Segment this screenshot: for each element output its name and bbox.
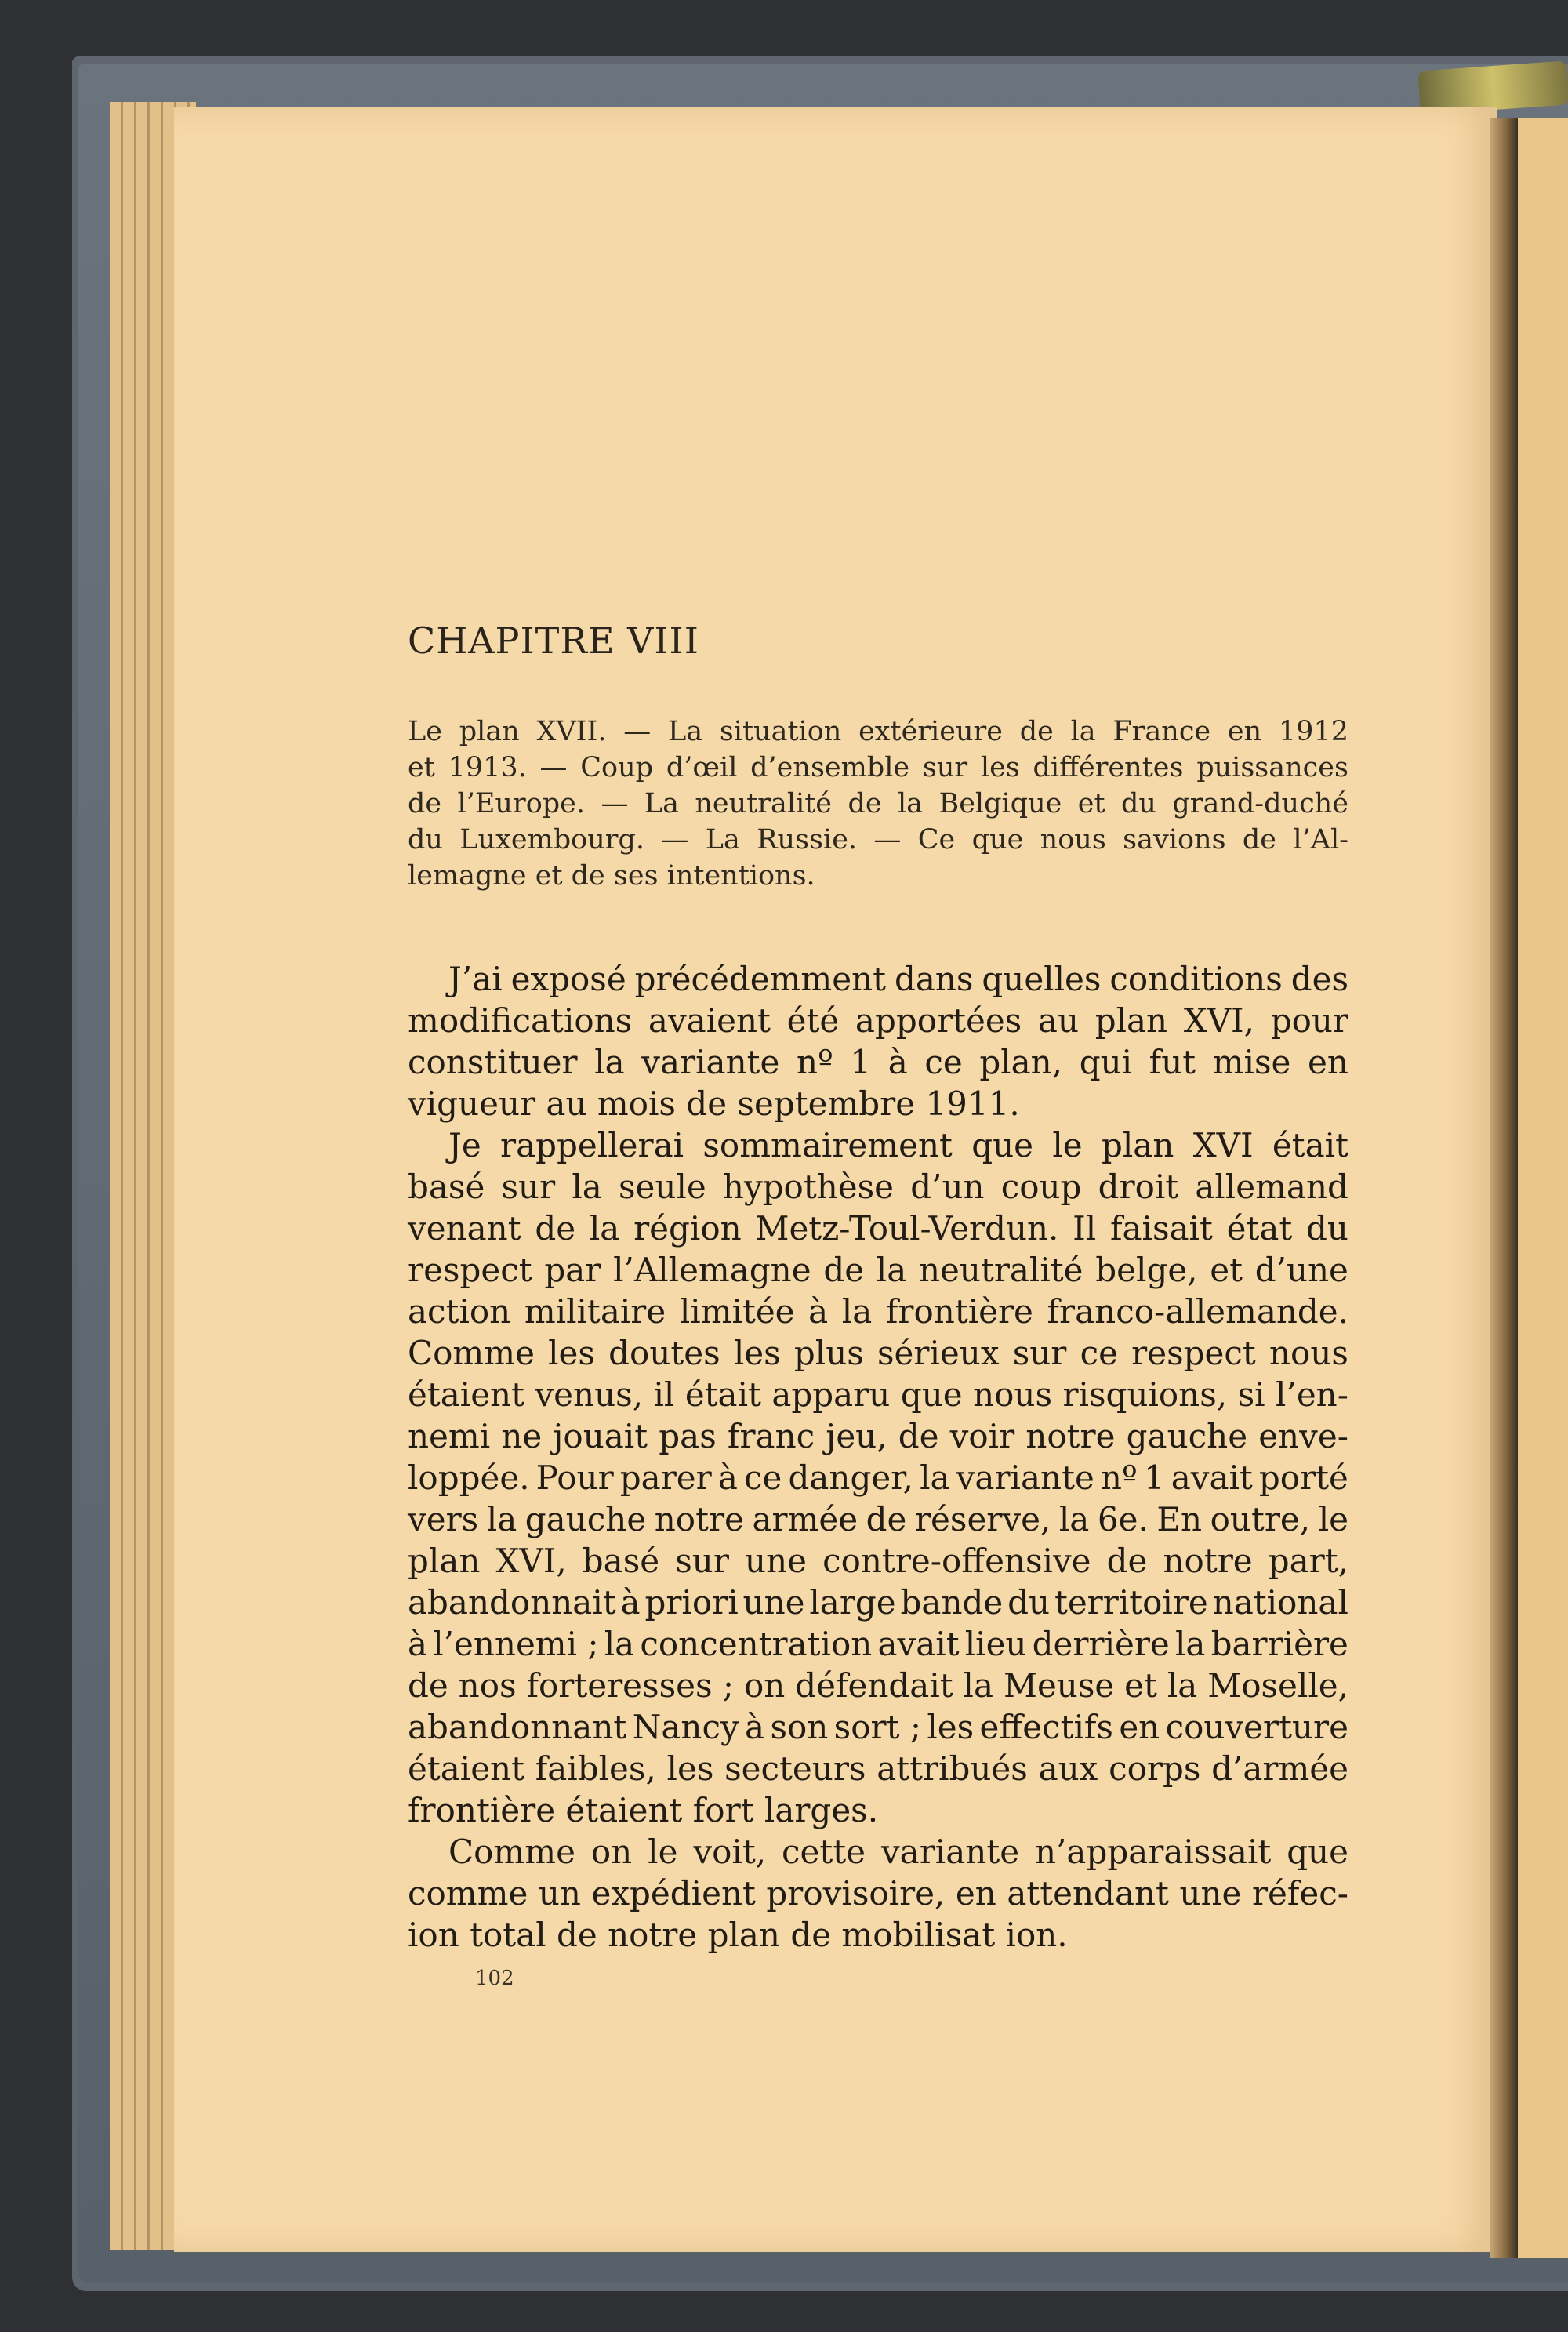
word: à bbox=[887, 1043, 908, 1081]
word: franco-allemande. bbox=[1047, 1292, 1348, 1331]
word: avait bbox=[877, 1625, 960, 1663]
word: barrière bbox=[1210, 1625, 1348, 1663]
word: basé bbox=[408, 1168, 485, 1206]
word: Le bbox=[408, 716, 442, 747]
word: — bbox=[539, 752, 568, 783]
word: XVI, bbox=[1183, 1001, 1254, 1040]
word: abandonnant bbox=[408, 1708, 627, 1746]
word: jouait bbox=[553, 1417, 648, 1455]
word: 1 bbox=[1143, 1458, 1165, 1497]
word: France bbox=[1112, 716, 1211, 747]
word: l’Al- bbox=[1293, 824, 1348, 855]
word: la bbox=[594, 1043, 625, 1081]
word: la bbox=[1058, 1500, 1090, 1538]
word: en bbox=[1308, 1043, 1348, 1081]
word: plan bbox=[1094, 1001, 1168, 1040]
word: corps bbox=[1109, 1749, 1201, 1788]
word: lemagne et de ses intentions. bbox=[408, 860, 815, 892]
word: les bbox=[733, 1334, 781, 1372]
word: vers bbox=[408, 1500, 479, 1538]
word: Russie. bbox=[757, 824, 858, 855]
chapter-title: CHAPITRE VIII bbox=[408, 619, 699, 662]
word: La bbox=[667, 716, 703, 747]
word: à bbox=[808, 1292, 829, 1331]
word: faibles, bbox=[535, 1749, 656, 1788]
word: Belgique bbox=[938, 788, 1062, 819]
word: doutes bbox=[608, 1334, 720, 1372]
word: conditions bbox=[1109, 960, 1283, 998]
word: étaient bbox=[408, 1375, 524, 1414]
word: Comme bbox=[448, 1833, 575, 1871]
word: dans bbox=[894, 960, 974, 998]
word: sommairement bbox=[702, 1126, 953, 1164]
word: militaire bbox=[524, 1292, 666, 1331]
word: outre, bbox=[1210, 1500, 1311, 1538]
word: expédient bbox=[591, 1874, 756, 1912]
word: notre bbox=[654, 1500, 744, 1538]
word: voit, bbox=[693, 1833, 767, 1871]
word: différentes bbox=[1033, 752, 1184, 783]
text-line bbox=[408, 1831, 1348, 1873]
word: la bbox=[841, 1292, 873, 1331]
chapter-summary bbox=[408, 714, 1348, 894]
word: La bbox=[644, 788, 679, 819]
word: réserve, bbox=[914, 1500, 1051, 1538]
word: attribués bbox=[877, 1749, 1028, 1788]
word: 1912 bbox=[1278, 716, 1348, 747]
word: précédemment bbox=[634, 960, 887, 998]
word: fut bbox=[1149, 1043, 1196, 1081]
word: exposé bbox=[510, 960, 626, 998]
word: n’apparaissait bbox=[1035, 1833, 1272, 1871]
text-line bbox=[408, 1789, 1348, 1831]
word: d’armée bbox=[1211, 1749, 1348, 1788]
word: faisait bbox=[1109, 1209, 1213, 1248]
word: XVII. bbox=[536, 716, 607, 747]
word: enve- bbox=[1258, 1417, 1348, 1455]
word: sur bbox=[675, 1542, 729, 1580]
word: Je bbox=[448, 1126, 481, 1164]
word: — bbox=[661, 824, 689, 855]
word: ne bbox=[501, 1417, 543, 1455]
word: les bbox=[980, 752, 1020, 783]
word: sort ; bbox=[833, 1708, 921, 1746]
text-line bbox=[408, 1000, 1348, 1041]
word: derrière bbox=[1032, 1625, 1170, 1663]
word: si bbox=[1237, 1375, 1265, 1414]
word: de bbox=[848, 788, 882, 819]
word: que bbox=[971, 1126, 1034, 1164]
word: effectifs bbox=[979, 1708, 1113, 1746]
word: du bbox=[1007, 1583, 1051, 1622]
text-line bbox=[408, 1582, 1348, 1623]
word: — bbox=[601, 788, 629, 819]
word: puissances bbox=[1196, 752, 1348, 783]
word: le bbox=[648, 1833, 678, 1871]
word: porté bbox=[1258, 1458, 1348, 1497]
word: la bbox=[486, 1500, 517, 1538]
word: action bbox=[408, 1292, 511, 1331]
text-line bbox=[408, 1208, 1348, 1249]
text-line bbox=[408, 1249, 1348, 1291]
word: d’une bbox=[1254, 1251, 1348, 1289]
word: — bbox=[873, 824, 902, 855]
word: et bbox=[1124, 1666, 1157, 1705]
word: était bbox=[1272, 1126, 1348, 1164]
word: situation bbox=[719, 716, 842, 747]
word: 1 bbox=[850, 1043, 872, 1081]
word: ce bbox=[1080, 1334, 1118, 1372]
word: XVI, bbox=[495, 1542, 567, 1580]
word: étaient bbox=[408, 1749, 524, 1788]
word: Ce bbox=[917, 824, 956, 855]
word: de bbox=[866, 1500, 907, 1538]
word: la bbox=[1070, 716, 1096, 747]
word: d’œil bbox=[666, 752, 738, 783]
word: était bbox=[684, 1375, 761, 1414]
word: le bbox=[1318, 1500, 1348, 1538]
word: en bbox=[955, 1874, 996, 1912]
word: que bbox=[1287, 1833, 1348, 1871]
text-line bbox=[408, 1124, 1348, 1166]
word: variante bbox=[880, 1833, 1020, 1871]
word: défendait bbox=[795, 1666, 953, 1705]
word: couverture bbox=[1165, 1708, 1348, 1746]
word: allemand bbox=[1195, 1168, 1348, 1206]
word: savions bbox=[1123, 824, 1226, 855]
word: 6e. bbox=[1097, 1500, 1149, 1538]
word: hypothèse bbox=[722, 1168, 895, 1206]
word: franc bbox=[727, 1417, 815, 1455]
word: provisoire, bbox=[766, 1874, 946, 1912]
word: risquions, bbox=[1062, 1375, 1228, 1414]
page-number: 102 bbox=[475, 1967, 514, 1990]
word: sur bbox=[922, 752, 968, 783]
word: vigueur au mois de septembre 1911. bbox=[408, 1084, 1020, 1123]
facing-page-edge bbox=[1513, 118, 1568, 2258]
word: contre-offensive bbox=[822, 1542, 1091, 1580]
word: l’Europe. bbox=[457, 788, 586, 819]
word: du bbox=[1120, 788, 1156, 819]
word: — bbox=[623, 716, 652, 747]
word: secteurs bbox=[724, 1749, 866, 1788]
word: plan bbox=[408, 1542, 481, 1580]
word: part, bbox=[1268, 1542, 1348, 1580]
text-line bbox=[408, 1540, 1348, 1582]
word: ce bbox=[743, 1458, 782, 1497]
word: Moselle, bbox=[1207, 1666, 1348, 1705]
word: nos bbox=[458, 1666, 517, 1705]
word: attendant bbox=[1007, 1874, 1169, 1912]
text-line bbox=[408, 1415, 1348, 1457]
text-line bbox=[408, 1665, 1348, 1706]
text-line bbox=[408, 858, 1348, 894]
text-line bbox=[408, 714, 1348, 750]
word: 1913. bbox=[448, 752, 527, 783]
text-line bbox=[408, 1748, 1348, 1789]
word: plan bbox=[1101, 1126, 1174, 1164]
word: neutralité bbox=[918, 1251, 1083, 1289]
word: aux bbox=[1038, 1749, 1098, 1788]
text-line bbox=[408, 1332, 1348, 1374]
word: avaient bbox=[648, 1001, 771, 1040]
word: venant bbox=[408, 1209, 521, 1248]
word: de bbox=[1242, 824, 1277, 855]
text-line bbox=[408, 786, 1348, 822]
word: l’ennemi ; bbox=[433, 1625, 599, 1663]
word: Pour bbox=[535, 1458, 614, 1497]
word: concentration bbox=[640, 1625, 873, 1663]
word: gauche bbox=[1126, 1417, 1248, 1455]
word: modifications bbox=[408, 1001, 633, 1040]
word: national bbox=[1212, 1583, 1348, 1622]
word: la bbox=[1174, 1625, 1206, 1663]
word: Nancy bbox=[632, 1708, 739, 1746]
text-line bbox=[408, 822, 1348, 858]
word: En bbox=[1156, 1500, 1203, 1538]
word: de bbox=[408, 1666, 448, 1705]
word: limitée bbox=[679, 1292, 795, 1331]
word: mise bbox=[1212, 1043, 1291, 1081]
word: venus, bbox=[535, 1375, 644, 1414]
word: que bbox=[971, 824, 1024, 855]
word: variante bbox=[641, 1043, 780, 1081]
word: été bbox=[786, 1001, 840, 1040]
text-line bbox=[408, 1457, 1348, 1498]
word: une bbox=[742, 1583, 805, 1622]
word: plan, bbox=[979, 1043, 1063, 1081]
word: seule bbox=[618, 1168, 706, 1206]
word: d’ensemble bbox=[750, 752, 910, 783]
text-line bbox=[408, 958, 1348, 1000]
word: Metz-Toul-Verdun. bbox=[755, 1209, 1059, 1248]
word: en bbox=[1227, 716, 1262, 747]
word: par bbox=[544, 1251, 601, 1289]
word: danger, bbox=[788, 1458, 913, 1497]
word: à bbox=[745, 1708, 765, 1746]
word: ce bbox=[924, 1043, 963, 1081]
word: variante bbox=[956, 1458, 1094, 1497]
word: notre bbox=[1163, 1542, 1253, 1580]
word: un bbox=[538, 1874, 581, 1912]
word: gauche bbox=[524, 1500, 647, 1538]
text-line bbox=[408, 1498, 1348, 1540]
word: une bbox=[1179, 1874, 1242, 1912]
word: région bbox=[633, 1209, 742, 1248]
word: loppée. bbox=[408, 1458, 530, 1497]
word: nº bbox=[1100, 1458, 1138, 1497]
word: plan bbox=[459, 716, 520, 747]
word: les bbox=[666, 1749, 714, 1788]
word: nº bbox=[796, 1043, 833, 1081]
text-line bbox=[408, 1623, 1348, 1665]
word: de bbox=[1019, 716, 1054, 747]
word: forteresses ; bbox=[526, 1666, 735, 1705]
word: rappellerai bbox=[500, 1126, 684, 1164]
text-line bbox=[408, 1166, 1348, 1208]
word: territoire bbox=[1054, 1583, 1208, 1622]
word: frontière étaient fort larges. bbox=[408, 1791, 879, 1829]
book-gutter bbox=[1490, 118, 1518, 2258]
word: les bbox=[548, 1334, 595, 1372]
word: cette bbox=[782, 1833, 866, 1871]
word: à bbox=[620, 1583, 641, 1622]
word: que bbox=[900, 1375, 963, 1414]
word: l’en- bbox=[1276, 1375, 1348, 1414]
word: lieu bbox=[964, 1625, 1027, 1663]
text-line bbox=[408, 1374, 1348, 1415]
word: J’ai bbox=[448, 960, 503, 998]
word: La bbox=[705, 824, 740, 855]
word: notre bbox=[1025, 1417, 1116, 1455]
word: la bbox=[604, 1625, 635, 1663]
text-line bbox=[408, 1873, 1348, 1914]
word: plus bbox=[793, 1334, 864, 1372]
word: il bbox=[653, 1375, 675, 1414]
word: XVI bbox=[1192, 1126, 1254, 1164]
word: on bbox=[590, 1833, 633, 1871]
word: du bbox=[1306, 1209, 1348, 1248]
word: constituer bbox=[408, 1043, 578, 1081]
word: Luxembourg. bbox=[459, 824, 645, 855]
word: avait bbox=[1171, 1458, 1253, 1497]
word: à bbox=[717, 1458, 738, 1497]
word: le bbox=[1052, 1126, 1083, 1164]
word: on bbox=[743, 1666, 786, 1705]
word: réfec- bbox=[1251, 1874, 1348, 1912]
word: abandonnait bbox=[408, 1583, 616, 1622]
word: pour bbox=[1270, 1001, 1348, 1040]
word: de bbox=[408, 788, 442, 819]
word: apportées bbox=[855, 1001, 1022, 1040]
word: de bbox=[535, 1209, 576, 1248]
text-line bbox=[408, 1706, 1348, 1748]
word: coup bbox=[1000, 1168, 1082, 1206]
word: au bbox=[1037, 1001, 1080, 1040]
word: apparu bbox=[771, 1375, 891, 1414]
word: nous bbox=[973, 1375, 1053, 1414]
text-line bbox=[408, 1083, 1348, 1124]
word: Meuse bbox=[1003, 1666, 1115, 1705]
text-line bbox=[408, 750, 1348, 786]
word: et bbox=[408, 752, 435, 783]
word: respect bbox=[1131, 1334, 1256, 1372]
word: priori bbox=[644, 1583, 739, 1622]
word: droit bbox=[1098, 1168, 1179, 1206]
word: la bbox=[876, 1251, 907, 1289]
word: armée bbox=[752, 1500, 858, 1538]
word: nous bbox=[1040, 824, 1106, 855]
word: une bbox=[745, 1542, 807, 1580]
text-line bbox=[408, 1041, 1348, 1083]
word: parer bbox=[619, 1458, 712, 1497]
word: voir bbox=[949, 1417, 1015, 1455]
word: belge, bbox=[1095, 1251, 1198, 1289]
word: la bbox=[589, 1209, 620, 1248]
word: bande bbox=[900, 1583, 1004, 1622]
word: nemi bbox=[408, 1417, 491, 1455]
word: la bbox=[572, 1168, 602, 1206]
word: sérieux bbox=[877, 1334, 1000, 1372]
word: et bbox=[1077, 788, 1105, 819]
word: en bbox=[1119, 1708, 1160, 1746]
word: et bbox=[1210, 1251, 1243, 1289]
word: la bbox=[963, 1666, 994, 1705]
body-text bbox=[408, 958, 1348, 1956]
word: jeu, bbox=[826, 1417, 887, 1455]
word: de bbox=[898, 1417, 939, 1455]
word: la bbox=[897, 788, 924, 819]
word: l’Allemagne bbox=[613, 1251, 811, 1289]
word: les bbox=[927, 1708, 975, 1746]
word: à bbox=[408, 1625, 428, 1663]
word: sur bbox=[501, 1168, 556, 1206]
text-line bbox=[408, 1914, 1348, 1956]
word: des bbox=[1290, 960, 1348, 998]
word: large bbox=[809, 1583, 896, 1622]
word: quelles bbox=[982, 960, 1102, 998]
word: comme bbox=[408, 1874, 528, 1912]
word: grand-duché bbox=[1172, 788, 1348, 819]
word: d’un bbox=[910, 1168, 985, 1206]
word: de bbox=[1106, 1542, 1148, 1580]
word: qui bbox=[1079, 1043, 1133, 1081]
word: neutralité bbox=[695, 788, 833, 819]
word: Coup bbox=[580, 752, 654, 783]
word: Comme bbox=[408, 1334, 535, 1372]
word: son bbox=[770, 1708, 829, 1746]
word: du bbox=[408, 824, 443, 855]
word: de bbox=[823, 1251, 865, 1289]
word: nous bbox=[1269, 1334, 1348, 1372]
word: état bbox=[1226, 1209, 1293, 1248]
word: extérieure bbox=[858, 716, 1003, 747]
word: basé bbox=[582, 1542, 660, 1580]
word: la bbox=[1167, 1666, 1198, 1705]
word: ion total de notre plan de mobilisat ion. bbox=[408, 1916, 1068, 1954]
word: Il bbox=[1073, 1209, 1097, 1248]
word: la bbox=[920, 1458, 950, 1497]
word: sur bbox=[1012, 1334, 1067, 1372]
word: pas bbox=[659, 1417, 717, 1455]
word: respect bbox=[408, 1251, 532, 1289]
text-line bbox=[408, 1291, 1348, 1332]
word: frontière bbox=[885, 1292, 1033, 1331]
